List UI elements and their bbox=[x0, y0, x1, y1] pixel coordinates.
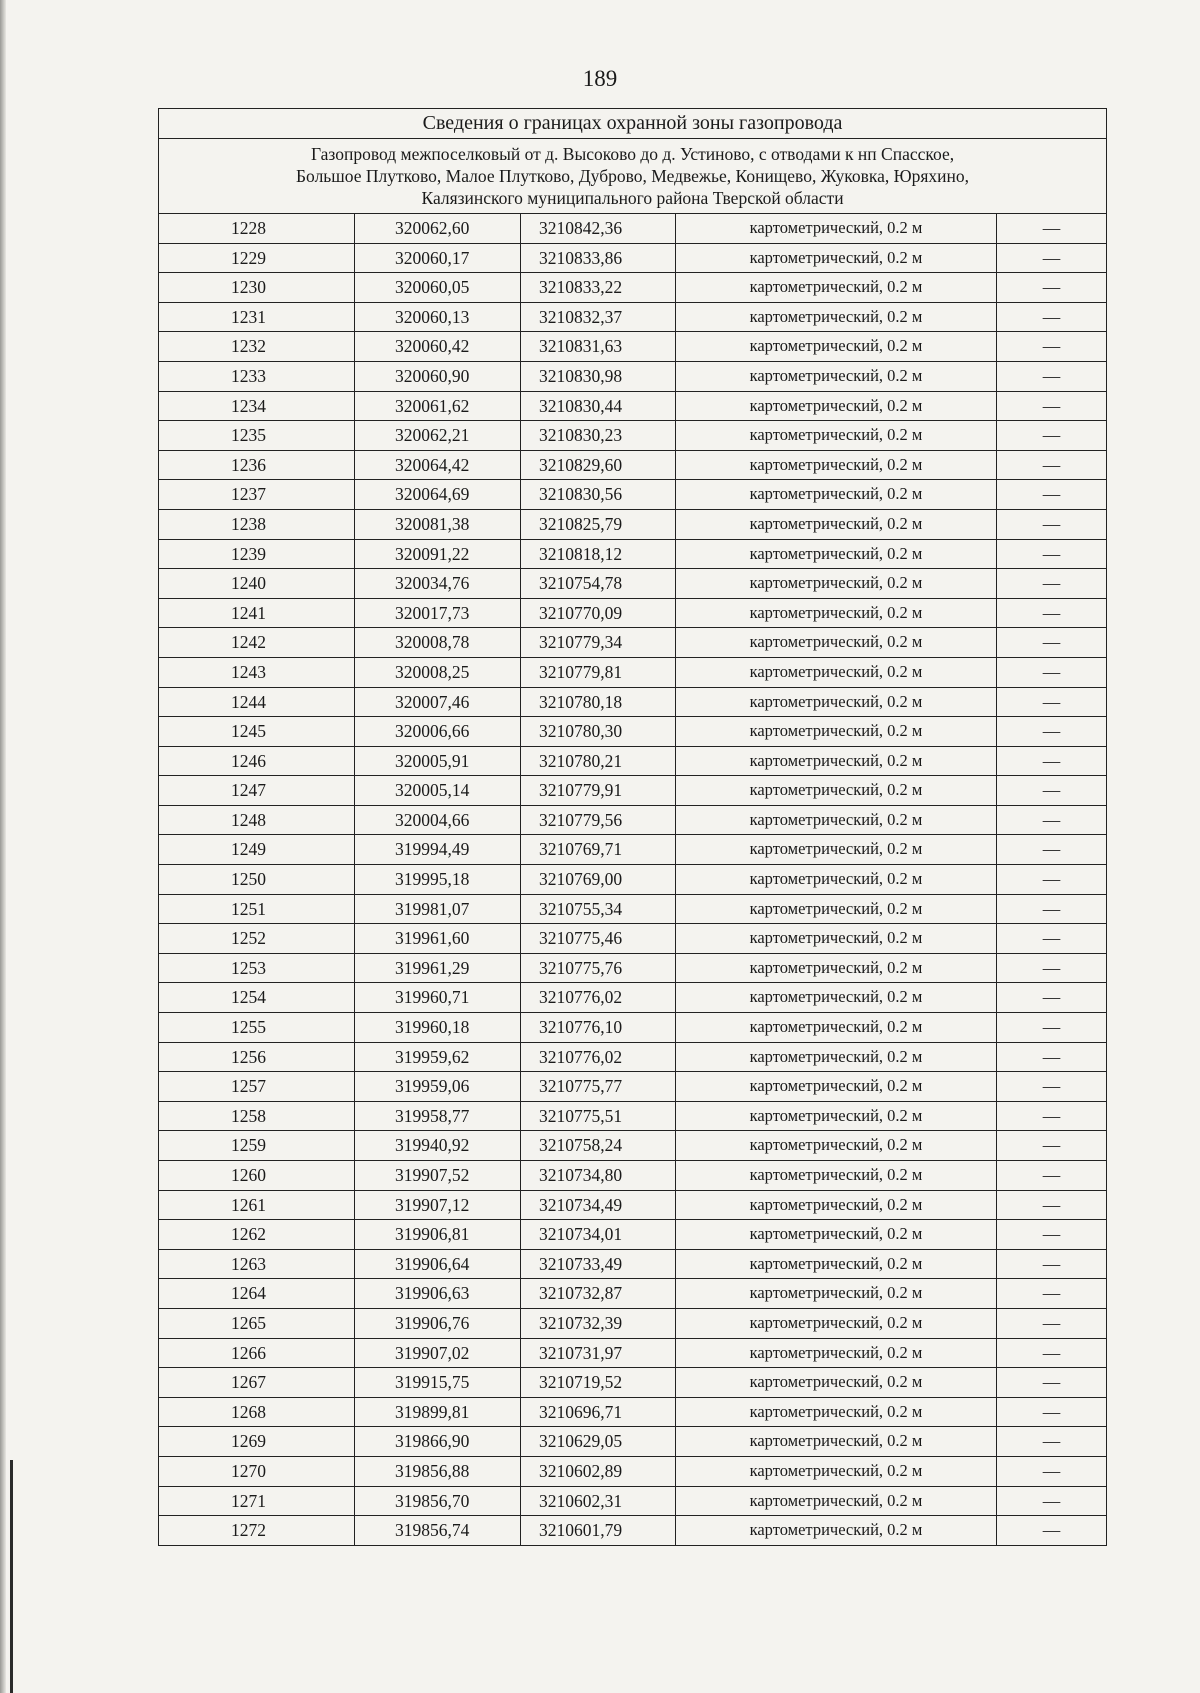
note-cell: — bbox=[997, 628, 1107, 658]
x-coordinate-cell: 319995,18 bbox=[355, 865, 521, 895]
method-cell: картометрический, 0.2 м bbox=[676, 598, 997, 628]
y-coordinate-cell: 3210833,86 bbox=[521, 243, 676, 273]
table-row bbox=[159, 1042, 1107, 1072]
x-coordinate-cell: 319907,52 bbox=[355, 1161, 521, 1191]
y-coordinate-cell: 3210833,22 bbox=[521, 273, 676, 303]
table-row bbox=[159, 687, 1107, 717]
y-coordinate-cell: 3210776,10 bbox=[521, 1013, 676, 1043]
table-row bbox=[159, 1249, 1107, 1279]
method-cell: картометрический, 0.2 м bbox=[676, 1072, 997, 1102]
table-row bbox=[159, 1279, 1107, 1309]
point-number-cell: 1243 bbox=[159, 657, 355, 687]
y-coordinate-cell: 3210779,91 bbox=[521, 776, 676, 806]
table-row bbox=[159, 894, 1107, 924]
y-coordinate-cell: 3210732,87 bbox=[521, 1279, 676, 1309]
point-number-cell: 1231 bbox=[159, 302, 355, 332]
table-row bbox=[159, 953, 1107, 983]
table-row bbox=[159, 835, 1107, 865]
x-coordinate-cell: 320062,21 bbox=[355, 421, 521, 451]
table-row bbox=[159, 628, 1107, 658]
point-number-cell: 1258 bbox=[159, 1101, 355, 1131]
y-coordinate-cell: 3210601,79 bbox=[521, 1516, 676, 1546]
y-coordinate-cell: 3210775,77 bbox=[521, 1072, 676, 1102]
table-row bbox=[159, 776, 1107, 806]
point-number-cell: 1249 bbox=[159, 835, 355, 865]
method-cell: картометрический, 0.2 м bbox=[676, 1397, 997, 1427]
method-cell: картометрический, 0.2 м bbox=[676, 953, 997, 983]
x-coordinate-cell: 319961,29 bbox=[355, 953, 521, 983]
x-coordinate-cell: 320060,13 bbox=[355, 302, 521, 332]
note-cell: — bbox=[997, 569, 1107, 599]
y-coordinate-cell: 3210779,81 bbox=[521, 657, 676, 687]
method-cell: картометрический, 0.2 м bbox=[676, 1338, 997, 1368]
method-cell: картометрический, 0.2 м bbox=[676, 480, 997, 510]
note-cell: — bbox=[997, 421, 1107, 451]
method-cell: картометрический, 0.2 м bbox=[676, 1042, 997, 1072]
method-cell: картометрический, 0.2 м bbox=[676, 835, 997, 865]
x-coordinate-cell: 319906,63 bbox=[355, 1279, 521, 1309]
point-number-cell: 1242 bbox=[159, 628, 355, 658]
y-coordinate-cell: 3210734,49 bbox=[521, 1190, 676, 1220]
x-coordinate-cell: 319906,76 bbox=[355, 1308, 521, 1338]
x-coordinate-cell: 320017,73 bbox=[355, 598, 521, 628]
x-coordinate-cell: 319960,71 bbox=[355, 983, 521, 1013]
point-number-cell: 1271 bbox=[159, 1486, 355, 1516]
table-row bbox=[159, 1456, 1107, 1486]
y-coordinate-cell: 3210825,79 bbox=[521, 509, 676, 539]
pipeline-description-line: Газопровод межпоселковый от д. Высоково до д. Устиново, с отводами к нп Спасское, bbox=[310, 144, 955, 164]
table-row bbox=[159, 302, 1107, 332]
point-number-cell: 1248 bbox=[159, 805, 355, 835]
method-cell: картометрический, 0.2 м bbox=[676, 302, 997, 332]
table-row bbox=[159, 391, 1107, 421]
method-cell: картометрический, 0.2 м bbox=[676, 361, 997, 391]
note-cell: — bbox=[997, 480, 1107, 510]
method-cell: картометрический, 0.2 м bbox=[676, 776, 997, 806]
note-cell: — bbox=[997, 1279, 1107, 1309]
method-cell: картометрический, 0.2 м bbox=[676, 1427, 997, 1457]
y-coordinate-cell: 3210731,97 bbox=[521, 1338, 676, 1368]
table-row bbox=[159, 243, 1107, 273]
x-coordinate-cell: 320060,17 bbox=[355, 243, 521, 273]
boundary-table bbox=[158, 108, 1107, 1546]
point-number-cell: 1241 bbox=[159, 598, 355, 628]
point-number-cell: 1237 bbox=[159, 480, 355, 510]
point-number-cell: 1272 bbox=[159, 1516, 355, 1546]
point-number-cell: 1239 bbox=[159, 539, 355, 569]
x-coordinate-cell: 320064,42 bbox=[355, 450, 521, 480]
y-coordinate-cell: 3210780,30 bbox=[521, 717, 676, 747]
method-cell: картометрический, 0.2 м bbox=[676, 1013, 997, 1043]
note-cell: — bbox=[997, 1220, 1107, 1250]
x-coordinate-cell: 319907,12 bbox=[355, 1190, 521, 1220]
note-cell: — bbox=[997, 1486, 1107, 1516]
x-coordinate-cell: 320060,42 bbox=[355, 332, 521, 362]
point-number-cell: 1228 bbox=[159, 214, 355, 244]
x-coordinate-cell: 320008,78 bbox=[355, 628, 521, 658]
y-coordinate-cell: 3210770,09 bbox=[521, 598, 676, 628]
x-coordinate-cell: 320005,91 bbox=[355, 746, 521, 776]
y-coordinate-cell: 3210780,18 bbox=[521, 687, 676, 717]
x-coordinate-cell: 319856,88 bbox=[355, 1456, 521, 1486]
y-coordinate-cell: 3210733,49 bbox=[521, 1249, 676, 1279]
point-number-cell: 1263 bbox=[159, 1249, 355, 1279]
x-coordinate-cell: 319906,64 bbox=[355, 1249, 521, 1279]
note-cell: — bbox=[997, 361, 1107, 391]
point-number-cell: 1238 bbox=[159, 509, 355, 539]
x-coordinate-cell: 319899,81 bbox=[355, 1397, 521, 1427]
note-cell: — bbox=[997, 746, 1107, 776]
point-number-cell: 1256 bbox=[159, 1042, 355, 1072]
method-cell: картометрический, 0.2 м bbox=[676, 273, 997, 303]
note-cell: — bbox=[997, 657, 1107, 687]
method-cell: картометрический, 0.2 м bbox=[676, 1101, 997, 1131]
y-coordinate-cell: 3210734,80 bbox=[521, 1161, 676, 1191]
method-cell: картометрический, 0.2 м bbox=[676, 746, 997, 776]
point-number-cell: 1235 bbox=[159, 421, 355, 451]
method-cell: картометрический, 0.2 м bbox=[676, 1486, 997, 1516]
note-cell: — bbox=[997, 1072, 1107, 1102]
y-coordinate-cell: 3210775,46 bbox=[521, 924, 676, 954]
table-row bbox=[159, 539, 1107, 569]
point-number-cell: 1250 bbox=[159, 865, 355, 895]
method-cell: картометрический, 0.2 м bbox=[676, 717, 997, 747]
table-row bbox=[159, 421, 1107, 451]
y-coordinate-cell: 3210732,39 bbox=[521, 1308, 676, 1338]
x-coordinate-cell: 320007,46 bbox=[355, 687, 521, 717]
y-coordinate-cell: 3210755,34 bbox=[521, 894, 676, 924]
table-row bbox=[159, 657, 1107, 687]
note-cell: — bbox=[997, 1042, 1107, 1072]
table-row bbox=[159, 983, 1107, 1013]
note-cell: — bbox=[997, 243, 1107, 273]
note-cell: — bbox=[997, 509, 1107, 539]
x-coordinate-cell: 319959,06 bbox=[355, 1072, 521, 1102]
point-number-cell: 1233 bbox=[159, 361, 355, 391]
x-coordinate-cell: 320006,66 bbox=[355, 717, 521, 747]
y-coordinate-cell: 3210696,71 bbox=[521, 1397, 676, 1427]
point-number-cell: 1261 bbox=[159, 1190, 355, 1220]
x-coordinate-cell: 319959,62 bbox=[355, 1042, 521, 1072]
table-row bbox=[159, 598, 1107, 628]
table-row bbox=[159, 805, 1107, 835]
point-number-cell: 1259 bbox=[159, 1131, 355, 1161]
method-cell: картометрический, 0.2 м bbox=[676, 1249, 997, 1279]
note-cell: — bbox=[997, 805, 1107, 835]
note-cell: — bbox=[997, 1456, 1107, 1486]
x-coordinate-cell: 320064,69 bbox=[355, 480, 521, 510]
y-coordinate-cell: 3210769,71 bbox=[521, 835, 676, 865]
method-cell: картометрический, 0.2 м bbox=[676, 1220, 997, 1250]
method-cell: картометрический, 0.2 м bbox=[676, 509, 997, 539]
x-coordinate-cell: 320004,66 bbox=[355, 805, 521, 835]
x-coordinate-cell: 319906,81 bbox=[355, 1220, 521, 1250]
point-number-cell: 1247 bbox=[159, 776, 355, 806]
x-coordinate-cell: 319940,92 bbox=[355, 1131, 521, 1161]
note-cell: — bbox=[997, 894, 1107, 924]
note-cell: — bbox=[997, 1249, 1107, 1279]
table-row bbox=[159, 924, 1107, 954]
point-number-cell: 1253 bbox=[159, 953, 355, 983]
point-number-cell: 1245 bbox=[159, 717, 355, 747]
point-number-cell: 1260 bbox=[159, 1161, 355, 1191]
method-cell: картометрический, 0.2 м bbox=[676, 243, 997, 273]
method-cell: картометрический, 0.2 м bbox=[676, 332, 997, 362]
point-number-cell: 1264 bbox=[159, 1279, 355, 1309]
y-coordinate-cell: 3210754,78 bbox=[521, 569, 676, 599]
note-cell: — bbox=[997, 776, 1107, 806]
note-cell: — bbox=[997, 1368, 1107, 1398]
note-cell: — bbox=[997, 687, 1107, 717]
y-coordinate-cell: 3210830,44 bbox=[521, 391, 676, 421]
x-coordinate-cell: 319958,77 bbox=[355, 1101, 521, 1131]
point-number-cell: 1234 bbox=[159, 391, 355, 421]
note-cell: — bbox=[997, 273, 1107, 303]
method-cell: картометрический, 0.2 м bbox=[676, 1161, 997, 1191]
pipeline-description-line: Калязинского муниципального района Тверской области bbox=[421, 188, 844, 208]
note-cell: — bbox=[997, 865, 1107, 895]
note-cell: — bbox=[997, 332, 1107, 362]
note-cell: — bbox=[997, 302, 1107, 332]
x-coordinate-cell: 320008,25 bbox=[355, 657, 521, 687]
note-cell: — bbox=[997, 1190, 1107, 1220]
point-number-cell: 1269 bbox=[159, 1427, 355, 1457]
x-coordinate-cell: 319907,02 bbox=[355, 1338, 521, 1368]
table-row bbox=[159, 273, 1107, 303]
y-coordinate-cell: 3210779,56 bbox=[521, 805, 676, 835]
table-row bbox=[159, 1220, 1107, 1250]
scan-edge bbox=[0, 0, 6, 1693]
x-coordinate-cell: 320061,62 bbox=[355, 391, 521, 421]
table-row bbox=[159, 1131, 1107, 1161]
point-number-cell: 1236 bbox=[159, 450, 355, 480]
method-cell: картометрический, 0.2 м bbox=[676, 391, 997, 421]
point-number-cell: 1270 bbox=[159, 1456, 355, 1486]
point-number-cell: 1267 bbox=[159, 1368, 355, 1398]
method-cell: картометрический, 0.2 м bbox=[676, 983, 997, 1013]
x-coordinate-cell: 319915,75 bbox=[355, 1368, 521, 1398]
y-coordinate-cell: 3210775,51 bbox=[521, 1101, 676, 1131]
note-cell: — bbox=[997, 835, 1107, 865]
method-cell: картометрический, 0.2 м bbox=[676, 805, 997, 835]
x-coordinate-cell: 320005,14 bbox=[355, 776, 521, 806]
table-row bbox=[159, 361, 1107, 391]
table-title-row bbox=[159, 109, 1107, 139]
table-row bbox=[159, 509, 1107, 539]
note-cell: — bbox=[997, 1161, 1107, 1191]
x-coordinate-cell: 319961,60 bbox=[355, 924, 521, 954]
y-coordinate-cell: 3210830,56 bbox=[521, 480, 676, 510]
x-coordinate-cell: 320060,90 bbox=[355, 361, 521, 391]
method-cell: картометрический, 0.2 м bbox=[676, 450, 997, 480]
method-cell: картометрический, 0.2 м bbox=[676, 569, 997, 599]
table-row bbox=[159, 1072, 1107, 1102]
table-row bbox=[159, 865, 1107, 895]
scan-edge-mark bbox=[10, 1460, 13, 1693]
method-cell: картометрический, 0.2 м bbox=[676, 1279, 997, 1309]
point-number-cell: 1251 bbox=[159, 894, 355, 924]
note-cell: — bbox=[997, 1338, 1107, 1368]
point-number-cell: 1266 bbox=[159, 1338, 355, 1368]
note-cell: — bbox=[997, 214, 1107, 244]
note-cell: — bbox=[997, 1308, 1107, 1338]
table-row bbox=[159, 332, 1107, 362]
x-coordinate-cell: 319981,07 bbox=[355, 894, 521, 924]
y-coordinate-cell: 3210780,21 bbox=[521, 746, 676, 776]
table-row bbox=[159, 746, 1107, 776]
table-row bbox=[159, 1161, 1107, 1191]
y-coordinate-cell: 3210629,05 bbox=[521, 1427, 676, 1457]
table-header-row bbox=[159, 139, 1107, 214]
point-number-cell: 1265 bbox=[159, 1308, 355, 1338]
x-coordinate-cell: 319866,90 bbox=[355, 1427, 521, 1457]
method-cell: картометрический, 0.2 м bbox=[676, 1368, 997, 1398]
y-coordinate-cell: 3210830,23 bbox=[521, 421, 676, 451]
note-cell: — bbox=[997, 1397, 1107, 1427]
y-coordinate-cell: 3210719,52 bbox=[521, 1368, 676, 1398]
table-row bbox=[159, 1101, 1107, 1131]
note-cell: — bbox=[997, 983, 1107, 1013]
point-number-cell: 1262 bbox=[159, 1220, 355, 1250]
y-coordinate-cell: 3210830,98 bbox=[521, 361, 676, 391]
table-row bbox=[159, 1338, 1107, 1368]
y-coordinate-cell: 3210818,12 bbox=[521, 539, 676, 569]
table-row bbox=[159, 1308, 1107, 1338]
point-number-cell: 1244 bbox=[159, 687, 355, 717]
method-cell: картометрический, 0.2 м bbox=[676, 657, 997, 687]
y-coordinate-cell: 3210775,76 bbox=[521, 953, 676, 983]
y-coordinate-cell: 3210776,02 bbox=[521, 983, 676, 1013]
table-row bbox=[159, 1368, 1107, 1398]
y-coordinate-cell: 3210831,63 bbox=[521, 332, 676, 362]
point-number-cell: 1230 bbox=[159, 273, 355, 303]
note-cell: — bbox=[997, 1101, 1107, 1131]
pipeline-description bbox=[159, 139, 1107, 214]
note-cell: — bbox=[997, 391, 1107, 421]
method-cell: картометрический, 0.2 м bbox=[676, 539, 997, 569]
table-row bbox=[159, 717, 1107, 747]
x-coordinate-cell: 319856,74 bbox=[355, 1516, 521, 1546]
note-cell: — bbox=[997, 598, 1107, 628]
method-cell: картометрический, 0.2 м bbox=[676, 1456, 997, 1486]
method-cell: картометрический, 0.2 м bbox=[676, 1190, 997, 1220]
x-coordinate-cell: 319856,70 bbox=[355, 1486, 521, 1516]
y-coordinate-cell: 3210758,24 bbox=[521, 1131, 676, 1161]
table-row bbox=[159, 569, 1107, 599]
y-coordinate-cell: 3210602,89 bbox=[521, 1456, 676, 1486]
note-cell: — bbox=[997, 1013, 1107, 1043]
table-row bbox=[159, 1397, 1107, 1427]
y-coordinate-cell: 3210776,02 bbox=[521, 1042, 676, 1072]
x-coordinate-cell: 320060,05 bbox=[355, 273, 521, 303]
x-coordinate-cell: 320091,22 bbox=[355, 539, 521, 569]
y-coordinate-cell: 3210734,01 bbox=[521, 1220, 676, 1250]
point-number-cell: 1246 bbox=[159, 746, 355, 776]
table-row bbox=[159, 1486, 1107, 1516]
method-cell: картометрический, 0.2 м bbox=[676, 214, 997, 244]
x-coordinate-cell: 320034,76 bbox=[355, 569, 521, 599]
point-number-cell: 1252 bbox=[159, 924, 355, 954]
point-number-cell: 1232 bbox=[159, 332, 355, 362]
note-cell: — bbox=[997, 450, 1107, 480]
point-number-cell: 1255 bbox=[159, 1013, 355, 1043]
method-cell: картометрический, 0.2 м bbox=[676, 1516, 997, 1546]
method-cell: картометрический, 0.2 м bbox=[676, 687, 997, 717]
y-coordinate-cell: 3210779,34 bbox=[521, 628, 676, 658]
method-cell: картометрический, 0.2 м bbox=[676, 894, 997, 924]
y-coordinate-cell: 3210832,37 bbox=[521, 302, 676, 332]
y-coordinate-cell: 3210842,36 bbox=[521, 214, 676, 244]
y-coordinate-cell: 3210829,60 bbox=[521, 450, 676, 480]
point-number-cell: 1254 bbox=[159, 983, 355, 1013]
table-row bbox=[159, 1190, 1107, 1220]
note-cell: — bbox=[997, 1516, 1107, 1546]
table-row bbox=[159, 450, 1107, 480]
point-number-cell: 1257 bbox=[159, 1072, 355, 1102]
page-number: 189 bbox=[582, 66, 618, 91]
note-cell: — bbox=[997, 717, 1107, 747]
point-number-cell: 1240 bbox=[159, 569, 355, 599]
method-cell: картометрический, 0.2 м bbox=[676, 924, 997, 954]
y-coordinate-cell: 3210769,00 bbox=[521, 865, 676, 895]
table-row bbox=[159, 214, 1107, 244]
note-cell: — bbox=[997, 1427, 1107, 1457]
table-row bbox=[159, 480, 1107, 510]
note-cell: — bbox=[997, 539, 1107, 569]
x-coordinate-cell: 319960,18 bbox=[355, 1013, 521, 1043]
x-coordinate-cell: 320081,38 bbox=[355, 509, 521, 539]
y-coordinate-cell: 3210602,31 bbox=[521, 1486, 676, 1516]
note-cell: — bbox=[997, 1131, 1107, 1161]
note-cell: — bbox=[997, 924, 1107, 954]
table-title: Сведения о границах охранной зоны газопровода bbox=[159, 109, 1107, 139]
x-coordinate-cell: 320062,60 bbox=[355, 214, 521, 244]
note-cell: — bbox=[997, 953, 1107, 983]
method-cell: картометрический, 0.2 м bbox=[676, 1131, 997, 1161]
method-cell: картометрический, 0.2 м bbox=[676, 421, 997, 451]
table-row bbox=[159, 1013, 1107, 1043]
pipeline-description-line: Большое Плутково, Малое Плутково, Дуброво, Медвежье, Конищево, Жуковка, Юряхино, bbox=[296, 166, 970, 186]
method-cell: картометрический, 0.2 м bbox=[676, 628, 997, 658]
method-cell: картометрический, 0.2 м bbox=[676, 1308, 997, 1338]
point-number-cell: 1268 bbox=[159, 1397, 355, 1427]
table-row bbox=[159, 1427, 1107, 1457]
table-row bbox=[159, 1516, 1107, 1546]
method-cell: картометрический, 0.2 м bbox=[676, 865, 997, 895]
point-number-cell: 1229 bbox=[159, 243, 355, 273]
x-coordinate-cell: 319994,49 bbox=[355, 835, 521, 865]
